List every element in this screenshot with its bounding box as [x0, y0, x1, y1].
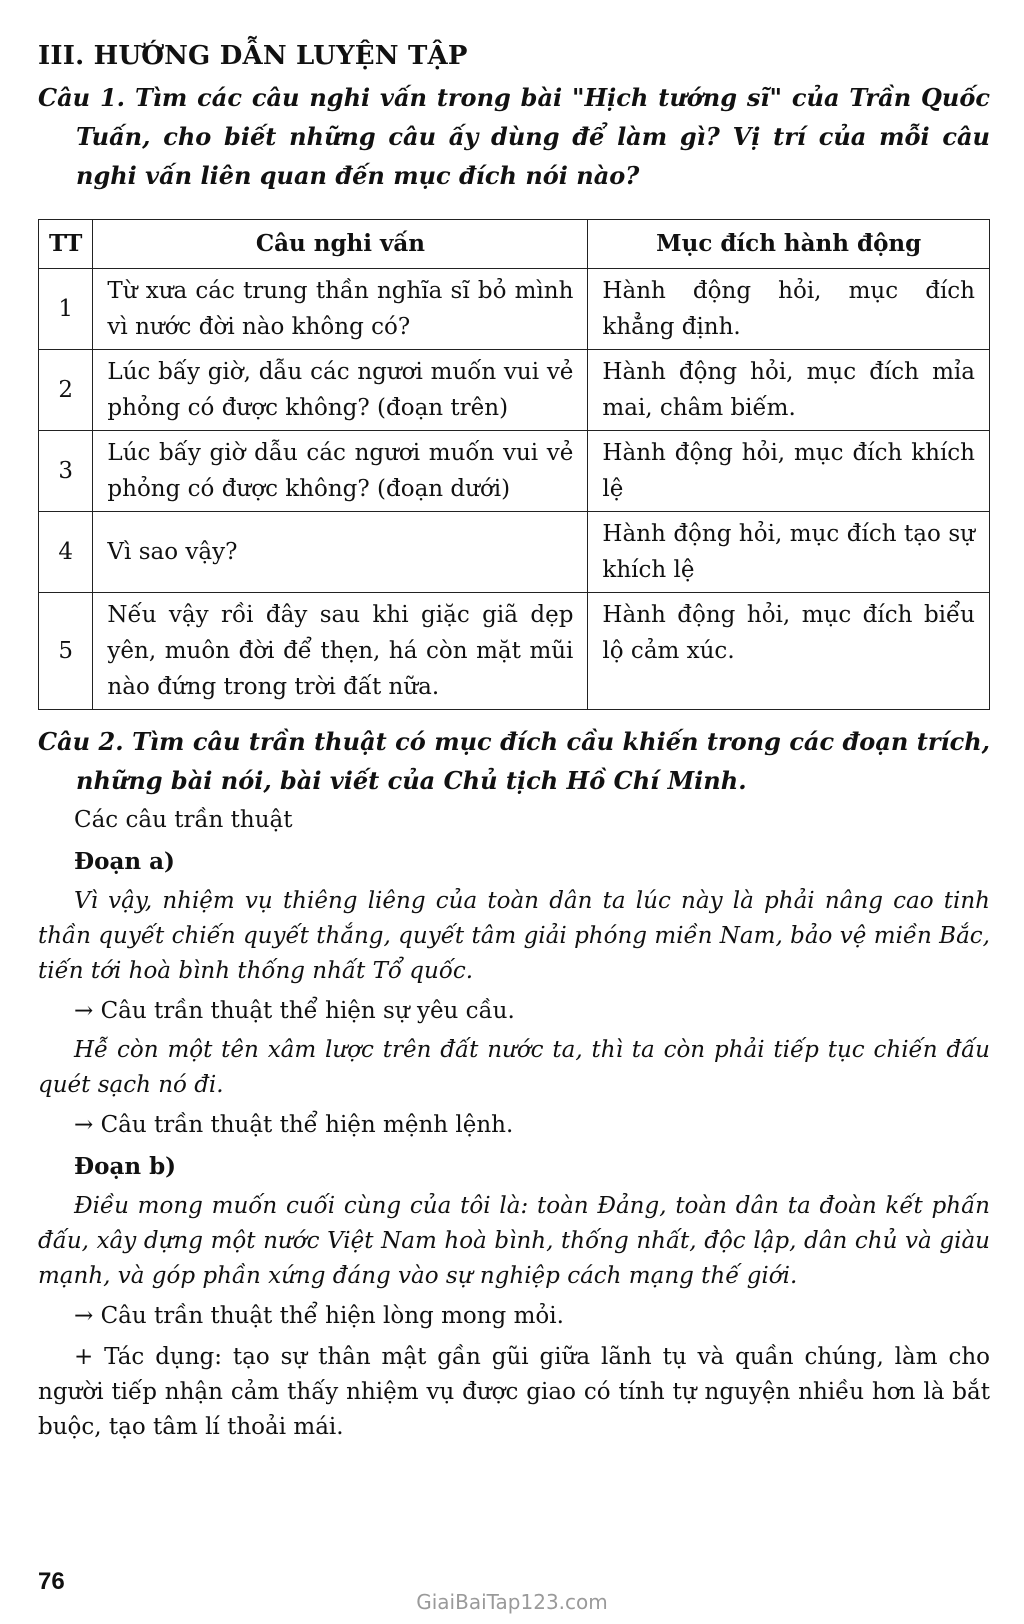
table-header-row — [39, 220, 990, 269]
part-a-quote-2: Hễ còn một tên xâm lược trên đất nước ta, thì ta còn phải tiếp tục chiến đấu quét sạch nó đi. — [38, 1037, 990, 1098]
header-question: Câu nghi vấn — [93, 220, 588, 269]
table-row — [39, 269, 990, 350]
row-number: 5 — [39, 593, 93, 710]
intro-text: Các câu trần thuật — [74, 807, 293, 833]
row-number: 3 — [39, 431, 93, 512]
part-a-heading: Đoạn a) — [74, 848, 175, 875]
section-title: III. HƯỚNG DẪN LUYỆN TẬP — [38, 41, 468, 71]
question-2-label: Câu 2. — [38, 727, 124, 756]
watermark: GiaiBaiTap123.com — [416, 1590, 608, 1614]
question-2-text: Tìm câu trần thuật có mục đích cầu khiến trong các đoạn trích, những bài nói, bài viết của Chủ tịch Hồ Chí Minh. — [76, 727, 991, 795]
table-row — [39, 350, 990, 431]
table-row — [39, 431, 990, 512]
row-purpose: Hành động hỏi, mục đích khẳng định. — [588, 269, 990, 350]
row-question: Lúc bấy giờ, dẫu các ngươi muốn vui vẻ phỏng có được không? (đoạn trên) — [93, 350, 588, 431]
question-1-label: Câu 1. — [38, 83, 126, 112]
row-number: 2 — [39, 350, 93, 431]
header-purpose: Mục đích hành động — [588, 220, 990, 269]
effect-paragraph: + Tác dụng: tạo sự thân mật gần gũi giữa lãnh tụ và quần chúng, làm cho người tiếp nhận cảm thấy nhiệm vụ được giao có tính tự nguyện nhiều hơn là bắt buộc, tạo tâm lí thoải mái. — [38, 1344, 990, 1440]
part-a-note-1: → Câu trần thuật thể hiện sự yêu cầu. — [74, 998, 515, 1024]
part-b-heading: Đoạn b) — [74, 1153, 177, 1180]
row-number: 4 — [39, 512, 93, 593]
page-number: 76 — [38, 1568, 65, 1595]
header-tt: TT — [39, 220, 93, 269]
row-purpose: Hành động hỏi, mục đích tạo sự khích lệ — [588, 512, 990, 593]
part-b-quote: Điều mong muốn cuối cùng của tôi là: toàn Đảng, toàn dân ta đoàn kết phấn đấu, xây dựng một nước Việt Nam hoà bình, thống nhất, độc lập, dân chủ và giàu mạnh, và góp phần xứng đáng vào sự nghiệp cách mạng thế giới. — [38, 1193, 990, 1289]
row-number: 1 — [39, 269, 93, 350]
question-1 — [38, 78, 990, 195]
part-b-note: → Câu trần thuật thể hiện lòng mong mỏi. — [74, 1303, 564, 1329]
part-a-note-2: → Câu trần thuật thể hiện mệnh lệnh. — [74, 1112, 514, 1138]
row-purpose: Hành động hỏi, mục đích mỉa mai, châm biếm. — [588, 350, 990, 431]
question-2 — [38, 722, 990, 800]
row-question: Từ xưa các trung thần nghĩa sĩ bỏ mình vì nước đời nào không có? — [93, 269, 588, 350]
row-question: Lúc bấy giờ dẫu các ngươi muốn vui vẻ phỏng có được không? (đoạn dưới) — [93, 431, 588, 512]
row-purpose: Hành động hỏi, mục đích khích lệ — [588, 431, 990, 512]
row-purpose: Hành động hỏi, mục đích biểu lộ cảm xúc. — [588, 593, 990, 710]
page-content — [38, 36, 990, 1445]
row-question: Nếu vậy rồi đây sau khi giặc giã dẹp yên, muôn đời để thẹn, há còn mặt mũi nào đứng trong trời đất nữa. — [93, 593, 588, 710]
row-question: Vì sao vậy? — [93, 512, 588, 593]
question-1-text: Tìm các câu nghi vấn trong bài "Hịch tướng sĩ" của Trần Quốc Tuấn, cho biết những câu ấy dùng để làm gì? Vị trí của mỗi câu nghi vấn liên quan đến mục đích nói nào? — [76, 83, 991, 190]
table-row — [39, 593, 990, 710]
part-a-quote-1: Vì vậy, nhiệm vụ thiêng liêng của toàn dân ta lúc này là phải nâng cao tinh thần quyết chiến quyết thắng, quyết tâm giải phóng miền Nam, bảo vệ miền Bắc, tiến tới hoà bình thống nhất Tổ quốc. — [38, 888, 990, 984]
table-row — [39, 512, 990, 593]
answers-table — [38, 219, 990, 710]
